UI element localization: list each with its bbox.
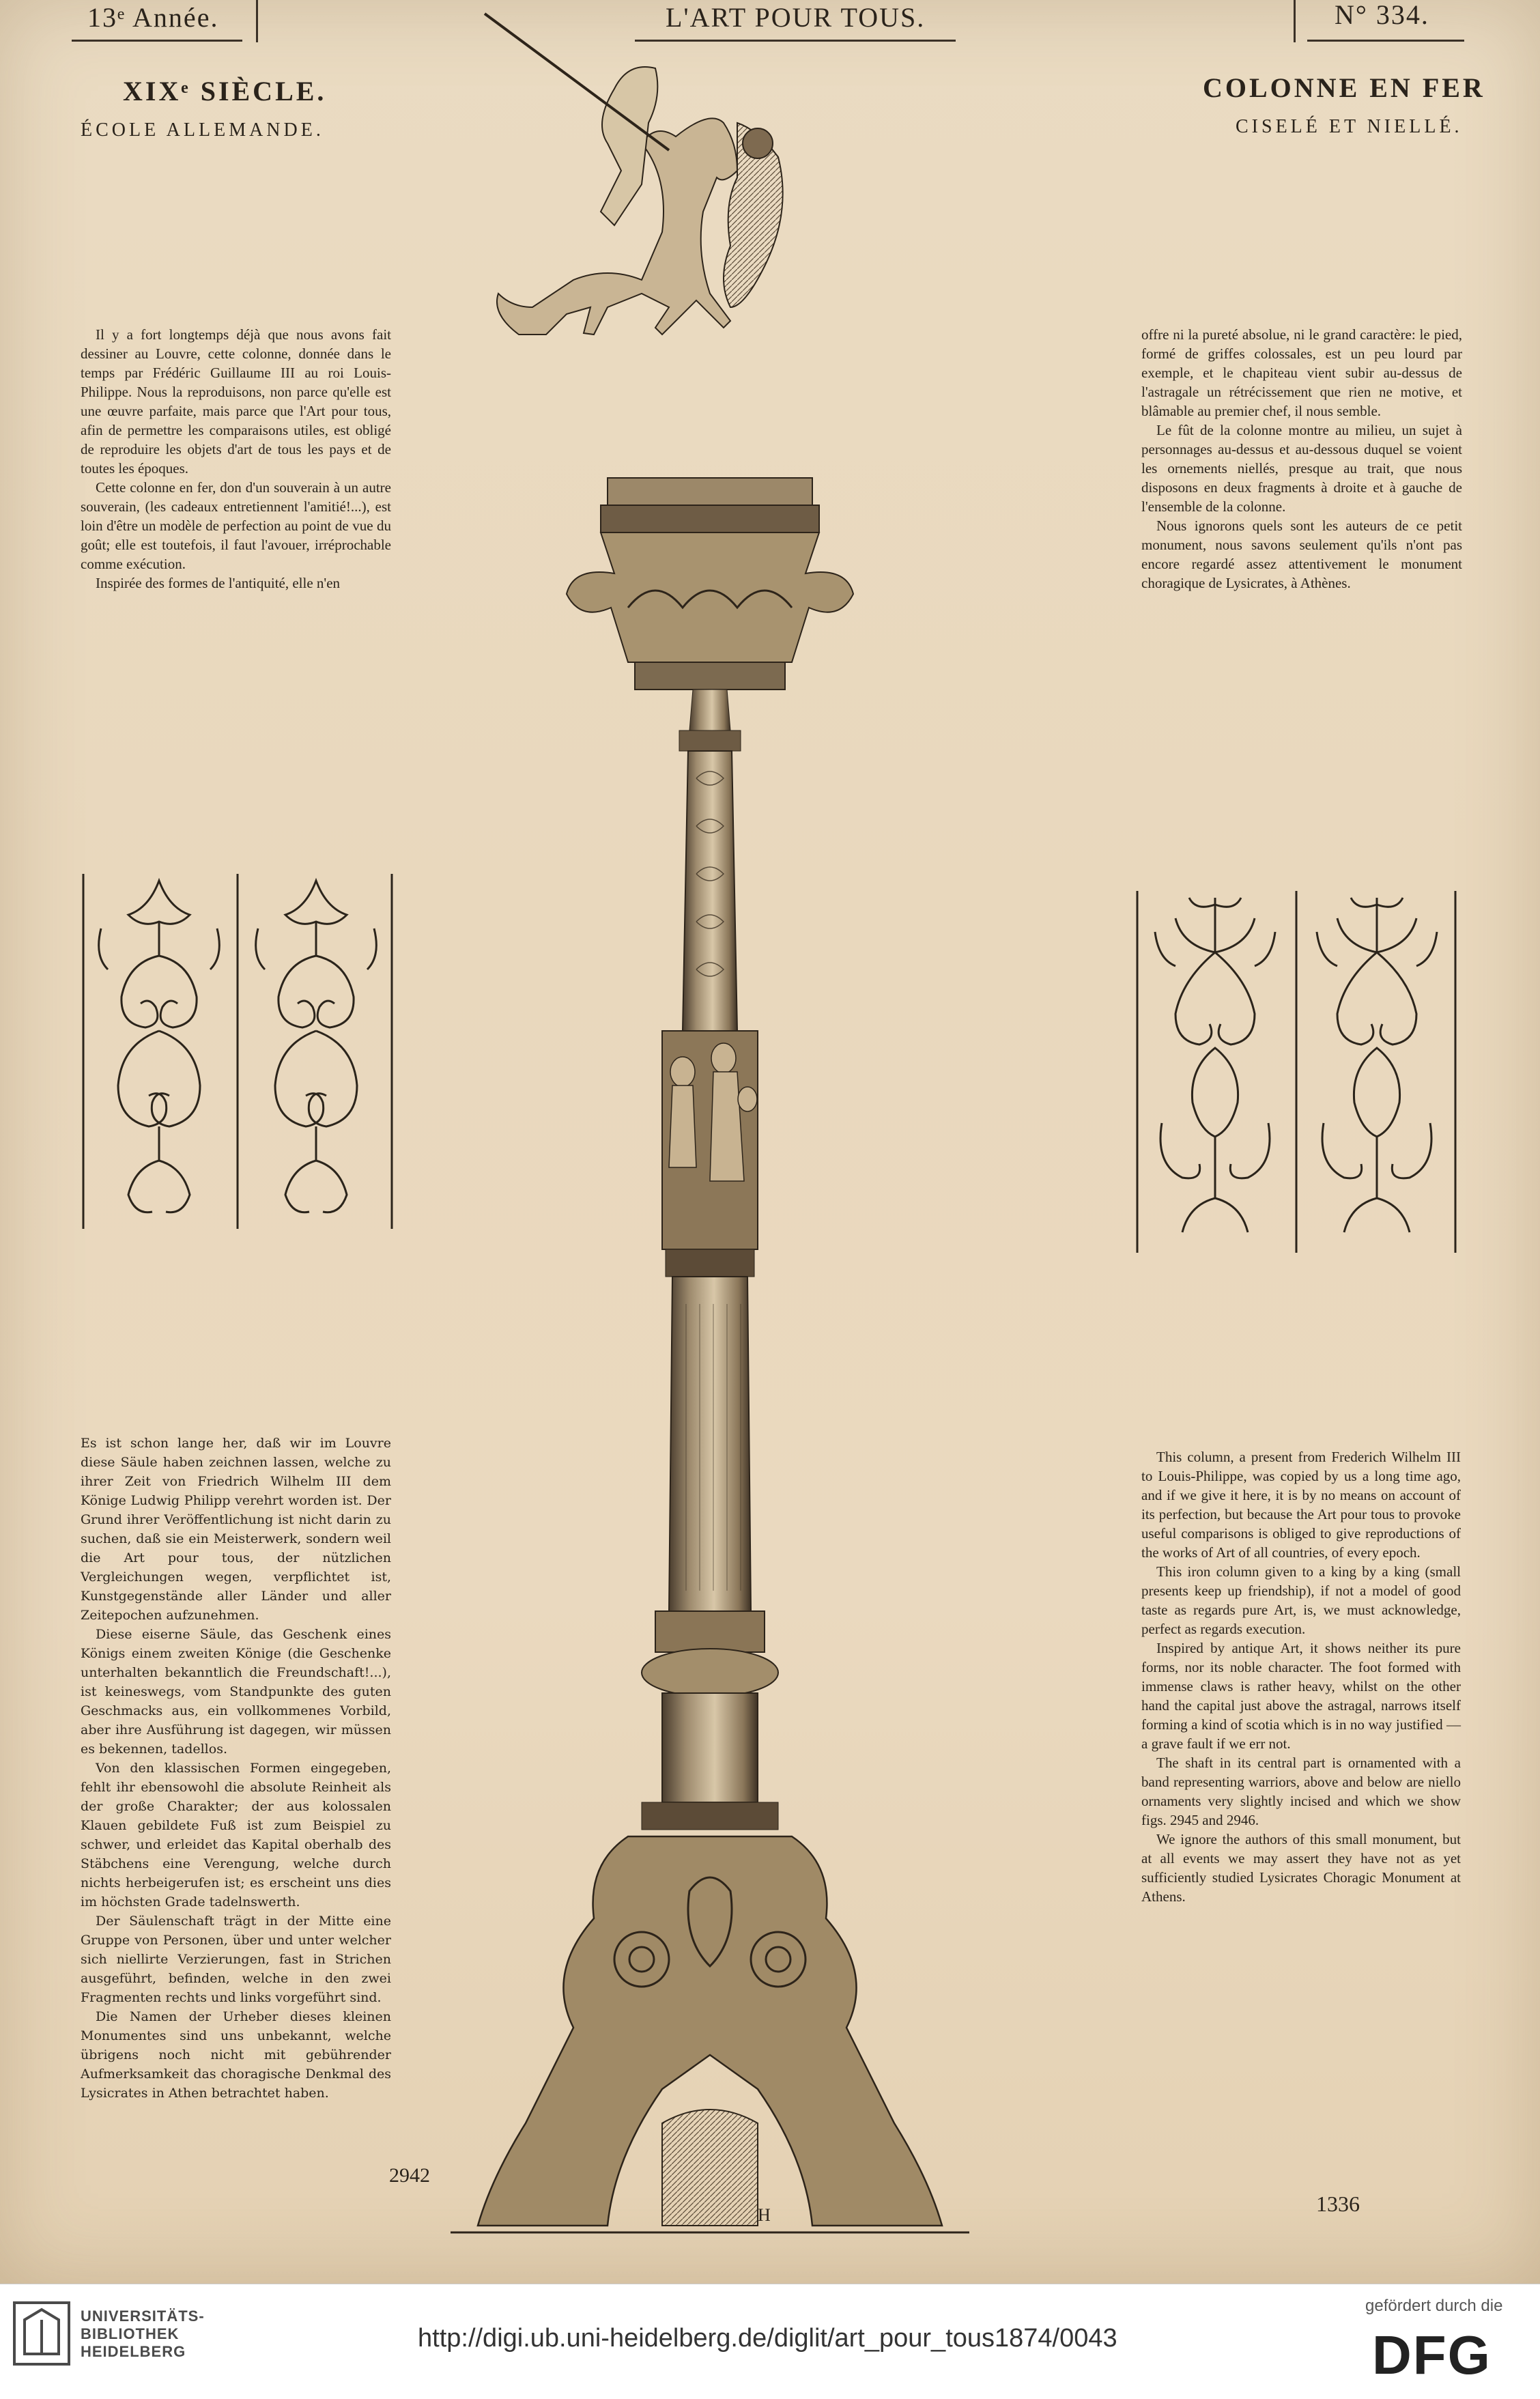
niello-ornament-left [81,867,395,1236]
paragraph: This column, a present from Frederich Wilhelm III to Louis-Philippe, was copied by us a long time ago, and if we give it here, it is by no means on account of its perfection, but because the Art pour tous to provoke useful comparisons is obliged to give reproductions of the works of Art of all countries, of every epoch. [1141,1449,1461,1561]
paragraph: The shaft in its central part is ornamented with a band representing warriors, above and below are niello ornaments very slightly incised and which we show figs. 2945 and 2946. [1141,1755,1461,1828]
lower-shaft [669,1277,751,1611]
statue-plinth [608,478,812,505]
paragraph: Nous ignorons quels sont les auteurs de ce petit monument, nous savons seulement qu'ils n'ont pas encore regardé assez attentivement le monument choragique de Lysicrates, à Athènes. [1141,517,1462,591]
niello-ornament-right [1135,877,1459,1260]
header-rule-left [72,40,242,42]
university-seal-icon [11,2299,72,2368]
ornament-right-drawing [1135,877,1459,1260]
object-title: COLONNE EN FER [1203,72,1485,103]
year-label: 13ᵉ Année. [87,2,219,33]
digitization-footer [0,2284,1540,2399]
column-drawing [437,7,983,2260]
century-title: XIXᵉ SIÈCLE. [123,76,327,107]
paragraph: offre ni la pureté absolue, ni le grand caractère: le pied, formé de griffes colossales, est un peu lourd par exemple, et le chapiteau vient subir au-dessus de l'astragale un rétrécissement que rien ne motive, et blâmable au premier chef, il nous semble. [1141,326,1462,419]
paragraph: Von den klassischen Formen eingegeben, fehlt ihr ebensowohl die absolute Reinheit als der große Charakter; der aus kolossalen Klauen gebildete Fuß ist zum Beispiel zu schwer, und erleidet das Kapital oberhalb des Stäbchens eine Verengung, welche durch nichts herbeigerufen ist; es erscheint uns dies im höchsten Grade tadelnswerth. [81,1761,391,1910]
header-divider-right [1294,0,1296,42]
paragraph: We ignore the authors of this small monument, but at all events we may assert they have not as yet sufficiently studied Lysicrates Choragic Monument at Athens. [1141,1831,1461,1905]
source-url-link[interactable]: http://digi.ub.uni-heidelberg.de/diglit/art_pour_tous1874/0043 [418,2324,1117,2353]
paragraph: Inspirée des formes de l'antiquité, elle n'en [96,575,341,591]
equestrian-statue [485,14,783,335]
journal-title: L'ART POUR TOUS. [666,2,926,33]
paragraph: Die Namen der Urheber dieses kleinen Monumentes sind uns unbekannt, welche übrigens noch nicht mit gebührender Aufmerksamkeit das choragische Denkmal des Lysicrates in Athen betrachtet haben. [81,2009,391,2101]
figure-number-left: 2942 [389,2164,430,2187]
header-rule-right [1307,40,1464,42]
issue-number: N° 334. [1335,0,1429,30]
school-subtitle: ÉCOLE ALLEMANDE. [81,119,324,141]
dfg-logo: DFG [1372,2325,1492,2385]
ornament-left-drawing [81,867,395,1236]
german-text [81,1434,391,2103]
paragraph: Der Säulenschaft trägt in der Mitte eine Gruppe von Personen, über und unter welcher sich niellirte Verzierungen, fast in Strichen ausgeführt, befinden, welche in den zwei Fragmenten rechts und links vorgeführt sind. [81,1914,391,2005]
library-name-line2: BIBLIOTHEK [81,2325,180,2342]
upper-shaft [683,751,737,1031]
library-name-line3: HEIDELBERG [81,2343,186,2360]
french-text-left [81,325,391,593]
header-divider-left [256,0,258,42]
funding-note: gefördert durch die [1365,2297,1503,2315]
paragraph: Cette colonne en fer, don d'un souverain à un autre souverain, (les cadeaux entretiennent l'amitié!...), est loin d'être un modèle de perfection au point de vue du goût; elle est toutefois, il faut l'avouer, irréprochable comme exécution. [81,479,391,572]
paragraph: Le fût de la colonne montre au milieu, un sujet à personnages au-dessus et au-dessous duquel se voient les ornements niellés, presque au trait, que nous disposons en deux fragments à droite et à gauche de l'ensemble de la colonne. [1141,422,1462,515]
english-text [1141,1447,1461,1906]
french-text-right [1141,325,1462,593]
paragraph: This iron column given to a king by a king (small presents keep up friendship), if not a model of good taste as regards pure Art, is, we must acknowledge, perfect as regards execution. [1141,1563,1461,1637]
column-capital [567,533,853,662]
object-subtitle: CISELÉ ET NIELLÉ. [1236,116,1463,137]
paragraph: Es ist schon lange her, daß wir im Louvre diese Säule haben zeichnen lassen, welche zu ihrer Zeit von Friedrich Wilhelm III dem Könige Ludwig Philipp verehrt worden ist. Der Grund ihrer Veröffentlichung ist nicht darin zu suchen, daß sie ein Meisterwerk, sondern weil die Art pour tous, der nützlichen Vergleichungen wegen, verpflichtet ist, Kunstgegenstände aller Länder und aller Zeitepochen aufzunehmen. [81,1436,391,1623]
paragraph: Il y a fort longtemps déjà que nous avons fait dessiner au Louvre, cette colonne, donnée dans le temps par Frédéric Guillaume III au roi Louis-Philippe. Nous la reproduisons, non parce qu'elle est une œuvre parfaite, mais parce que l'Art pour tous, afin de permettre les comparaisons utiles, est obligé de reproduire les objets d'art de tous les pays et de toutes les époques. [81,326,391,477]
artist-monogram: H [758,2205,771,2225]
iron-column-illustration [437,7,983,2260]
paragraph: Inspired by antique Art, it shows neither its pure forms, nor its noble character. The foot formed with immense claws is rather heavy, whilst on the other hand the capital just above the astragal, narrows itself forming a kind of scotia which is in no way justified — a grave fault if we err not. [1141,1640,1461,1752]
library-name-line1: UNIVERSITÄTS- [81,2308,205,2325]
figure-number-right: 1336 [1316,2191,1360,2216]
paragraph: Diese eiserne Säule, das Geschenk eines Königs einem zweiten Könige (die Geschenke unterhalten bekanntlich die Freundschaft!...), ist keineswegs, vom Standpunkte des guten Geschmacks aus, ein vollkommenes Vorbild, aber ihre Ausführung ist dagegen, wir müssen es bekennen, tadellos. [81,1627,391,1757]
